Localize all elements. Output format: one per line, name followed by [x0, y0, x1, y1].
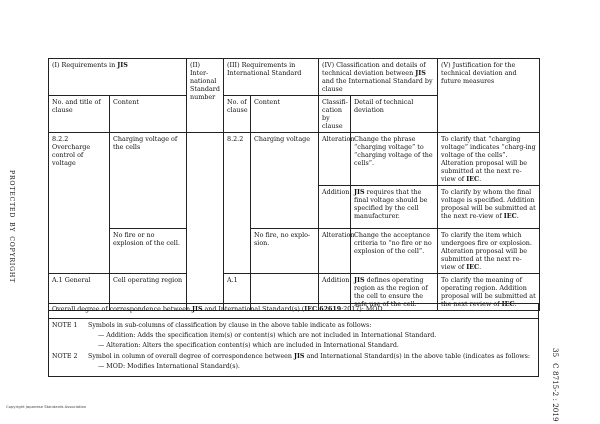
note-1-alteration: — Alteration: Alters the specification content(s) which are included in International Standard. [98, 342, 399, 350]
header-jis-requirements: (I) Requirements in JIS [49, 59, 187, 96]
cell-intl-clause: 8.2.2 [224, 133, 251, 274]
cell-detail: JIS defines operating region as the region of the cell to ensure the safe use of the cell. [351, 274, 438, 311]
protected-by-copyright-label: PROTECTEDBYCOPYRIGHT [8, 170, 15, 284]
cell-classification: Alteration [319, 133, 351, 186]
note-1: NOTE 1 Symbols in sub-columns of classification by clause in the above table indicate as follows: [52, 322, 372, 329]
note-1-addition: — Addition: Adds the specification item(s) or content(s) which are not included in International Standard. [98, 332, 437, 340]
table-header-row [49, 59, 540, 96]
cell-classification: Alteration [319, 229, 351, 274]
cell-justification: To clarify the meaning of operating region. Addition proposal will be submitted at the next review of IEC. [438, 274, 540, 311]
header-intl-requirements: (III) Requirements in International Standard [224, 59, 319, 96]
cell-jis-clause: 8.2.2 Overcharge control of voltage [49, 133, 110, 274]
cell-detail: Change the acceptance criteria to “no fire or no explosion of the cell”. [351, 229, 438, 274]
cell-jis-content: Cell operating region [110, 274, 187, 311]
subheader-detail-deviation: Detail of technical deviation [351, 96, 438, 133]
cell-intl-clause: A.1 [224, 274, 251, 311]
page-number: 35 [551, 348, 560, 358]
table-row [49, 133, 540, 186]
overall-correspondence-box [48, 303, 539, 377]
subheader-content: Content [110, 96, 187, 133]
note-2: NOTE 2 Symbol in column of overall degree of correspondence between JIS and International Standard(s) in the above table (indicates as follows: [52, 352, 531, 360]
cell-intl-content: Charging voltage [251, 133, 319, 229]
deviation-table [48, 58, 540, 311]
cell-classification: Addition [319, 274, 351, 311]
header-intl-standard-number: (II) Inter-national Standard number [187, 59, 224, 133]
overall-correspondence-line: Overall degree of correspondence between JIS and International Standard(s) (IEC 62619:2017): MOD [49, 304, 538, 319]
table-row [49, 229, 540, 274]
subheader-intl-content: Content [251, 96, 319, 133]
cell-classification: Addition [319, 186, 351, 229]
subheader-no-title-clause: No. and title of clause [49, 96, 110, 133]
page-reference [551, 348, 560, 422]
cell-jis-clause: A.1 General [49, 274, 110, 311]
subheader-no-clause: No. of clause [224, 96, 251, 133]
cell-detail: JIS requires that the final voltage should be specified by the cell manufacturer. [351, 186, 438, 229]
cell-intl-content: No fire, no explo-sion. [251, 229, 319, 274]
header-justification: (V) Justification for the technical deviation and future measures [438, 59, 540, 133]
cell-justification: To clarify that “charging voltage” indicates “charg-ing voltage of the cells”. Alteration proposal will be submitted at the next re-view of IEC. [438, 133, 540, 186]
cell-jis-content: Charging voltage of the cells [110, 133, 187, 229]
cell-justification: To clarify by whom the final voltage is specified. Addition proposal will be submitted at the next re-view of IEC. [438, 186, 540, 229]
cell-jis-content: No fire or no explosion of the cell. [110, 229, 187, 274]
header-classification: (IV) Classification and details of technical deviation between JIS and the International Standard by clause [319, 59, 438, 96]
document-number: C 8715-2 : 2019 [551, 363, 560, 422]
note-2-mod: — MOD: Modifies International Standard(s). [98, 362, 240, 370]
cell-detail: Change the phrase “charging voltage” to “charging voltage of the cells”. [351, 133, 438, 186]
copyright-footer: Copyright Japanese Standards Association [6, 404, 87, 409]
cell-intl-standard-number [187, 133, 224, 311]
subheader-classification-by-clause: Classifi-cation by clause [319, 96, 351, 133]
cell-justification: To clarify the item which undergoes fire or explosion. Alteration proposal will be submitted at the next re-view of IEC. [438, 229, 540, 274]
